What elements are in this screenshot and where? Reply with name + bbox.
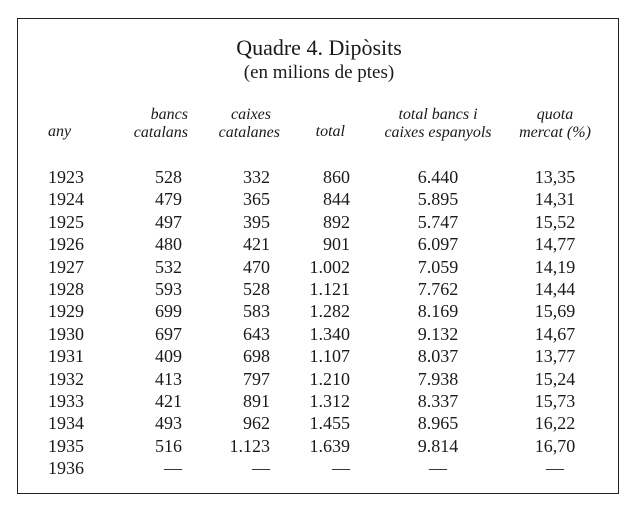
header-bancs-line2: catalans — [133, 124, 188, 141]
cell-quota-mercat: 14,44 — [534, 279, 576, 299]
cell-caixes-catalanes: 698 — [243, 346, 270, 367]
cell-bancs-catalans: 421 — [155, 391, 182, 411]
cell-caixes-catalanes: 470 — [243, 256, 270, 277]
cell-caixes-catalanes: 643 — [243, 323, 270, 344]
cell-total: 1.002 — [309, 256, 350, 277]
header-any: any — [48, 123, 72, 140]
cell-total: 1.639 — [309, 435, 350, 456]
cell-bancs-catalans: 532 — [155, 256, 182, 277]
cell-quota-mercat: — — [546, 458, 564, 479]
cell-any: 1931 — [48, 346, 84, 367]
cell-any: 1927 — [48, 256, 84, 277]
cell-bancs-catalans: — — [164, 458, 182, 479]
cell-quota-mercat: 13,77 — [534, 346, 576, 367]
cell-any: 1934 — [48, 413, 84, 434]
cell-bancs-catalans: 493 — [155, 413, 182, 434]
cell-any: 1932 — [48, 368, 84, 389]
cell-caixes-catalanes: 962 — [243, 413, 270, 434]
cell-total-espanyols: 7.059 — [417, 256, 459, 277]
cell-bancs-catalans: 699 — [155, 301, 182, 322]
cell-total: 844 — [323, 189, 350, 210]
cell-quota-mercat: 16,70 — [534, 435, 576, 456]
cell-total: 892 — [323, 211, 350, 232]
cell-total-espanyols: 8.169 — [417, 301, 459, 322]
cell-quota-mercat: 15,52 — [534, 211, 576, 232]
cell-total: 1.455 — [309, 413, 350, 434]
cell-total: 1.107 — [309, 346, 350, 367]
header-total: total — [315, 123, 345, 140]
cell-bancs-catalans: 409 — [155, 346, 182, 367]
cell-total-espanyols: 9.132 — [417, 323, 459, 344]
cell-bancs-catalans: 697 — [155, 323, 182, 344]
cell-total-espanyols: — — [429, 458, 447, 479]
cell-total-espanyols: 7.762 — [417, 279, 459, 299]
cell-total: 901 — [323, 234, 350, 255]
cell-total-espanyols: 8.965 — [417, 413, 459, 434]
cell-total-espanyols: 9.814 — [417, 435, 459, 456]
cell-total: 860 — [323, 167, 350, 187]
cell-quota-mercat: 15,24 — [534, 368, 576, 389]
cell-total-espanyols: 5.747 — [417, 211, 459, 232]
cell-bancs-catalans: 480 — [155, 234, 182, 255]
cell-bancs-catalans: 593 — [155, 279, 182, 299]
cell-caixes-catalanes: 891 — [243, 391, 270, 411]
cell-bancs-catalans: 497 — [155, 211, 182, 232]
cell-any: 1929 — [48, 301, 84, 322]
header-bancs-line1: bancs — [150, 106, 188, 123]
cell-bancs-catalans: 413 — [155, 368, 182, 389]
cell-total-espanyols: 8.337 — [417, 391, 459, 411]
cell-total-espanyols: 6.440 — [417, 167, 459, 187]
cell-caixes-catalanes: 332 — [243, 167, 270, 187]
cell-caixes-catalanes: — — [252, 458, 270, 479]
cell-total: 1.210 — [309, 368, 350, 389]
cell-total: 1.121 — [309, 279, 350, 299]
cell-quota-mercat: 14,31 — [534, 189, 576, 210]
cell-bancs-catalans: 479 — [155, 189, 182, 210]
cell-any: 1923 — [48, 167, 84, 187]
header-quota-line2: mercat (%) — [519, 124, 591, 141]
cell-quota-mercat: 14,67 — [534, 323, 576, 344]
cell-caixes-catalanes: 395 — [243, 211, 270, 232]
header-caixes-line2: catalanes — [218, 124, 280, 141]
header-caixes-line1: caixes — [231, 106, 271, 123]
cell-caixes-catalanes: 1.123 — [229, 435, 270, 456]
cell-caixes-catalanes: 583 — [243, 301, 270, 322]
cell-any: 1935 — [48, 435, 84, 456]
cell-total-espanyols: 5.895 — [417, 189, 459, 210]
cell-quota-mercat: 14,77 — [534, 234, 576, 255]
cell-quota-mercat: 16,22 — [534, 413, 576, 434]
cell-any: 1926 — [48, 234, 84, 255]
cell-any: 1928 — [48, 279, 84, 299]
cell-any: 1924 — [48, 189, 84, 210]
header-quota-line1: quota — [536, 106, 574, 123]
cell-total: 1.312 — [309, 391, 350, 411]
cell-any: 1936 — [48, 458, 84, 479]
cell-total-espanyols: 7.938 — [417, 368, 459, 389]
cell-quota-mercat: 15,73 — [534, 391, 576, 411]
cell-total: 1.282 — [309, 301, 350, 322]
cell-caixes-catalanes: 365 — [243, 189, 270, 210]
header-espanyols-line2: caixes espanyols — [384, 124, 492, 141]
cell-total-espanyols: 6.097 — [417, 234, 459, 255]
cell-caixes-catalanes: 421 — [243, 234, 270, 255]
cell-total-espanyols: 8.037 — [417, 346, 459, 367]
cell-caixes-catalanes: 797 — [243, 368, 270, 389]
cell-quota-mercat: 14,19 — [534, 256, 576, 277]
cell-quota-mercat: 13,35 — [534, 167, 576, 187]
table-subtitle: (en milions de ptes) — [243, 62, 395, 83]
cell-any: 1930 — [48, 323, 84, 344]
cell-bancs-catalans: 516 — [155, 435, 182, 456]
table-title: Quadre 4. Dipòsits — [236, 35, 402, 60]
cell-quota-mercat: 15,69 — [534, 301, 576, 322]
cell-any: 1933 — [48, 391, 84, 411]
header-espanyols-line1: total bancs i — [398, 106, 478, 123]
cell-total: — — [332, 458, 350, 479]
cell-any: 1925 — [48, 211, 84, 232]
cell-caixes-catalanes: 528 — [243, 279, 270, 299]
cell-total: 1.340 — [309, 323, 350, 344]
cell-bancs-catalans: 528 — [155, 167, 182, 187]
